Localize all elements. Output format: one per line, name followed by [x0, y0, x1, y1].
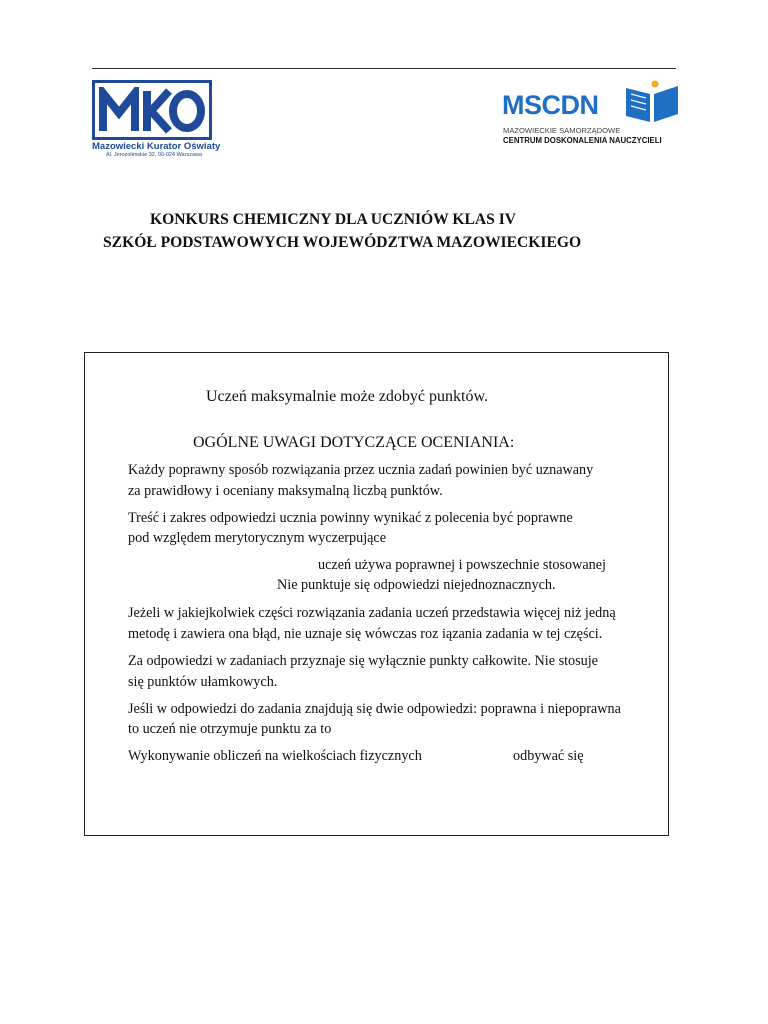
note-1-line-1: Każdy poprawny sposób rozwiązania przez ucznia zadań powinien być uznawany — [128, 462, 594, 478]
note-5-line-2: to uczeń nie otrzymuje punktu za to — [128, 721, 332, 737]
mko-logo — [92, 80, 221, 159]
mko-logo-mark — [92, 80, 212, 140]
note-3-line-1: Jeżeli w jakiejkolwiek części rozwiązania zadania uczeń przedstawia więcej niż jedną — [128, 605, 616, 621]
note-1-line-2: za prawidłowy i oceniany maksymalną liczbą punktów. — [128, 483, 443, 499]
note-4-line-1: Za odpowiedzi w zadaniach przyznaje się wyłącznie punkty całkowite. Nie stosuje — [128, 653, 598, 669]
mscdn-subtitle-2: CENTRUM DOSKONALENIA NAUCZYCIELI — [503, 136, 662, 145]
note-4-line-2: się punktów ułamkowych. — [128, 674, 278, 690]
section-heading: OGÓLNE UWAGI DOTYCZĄCE OCENIANIA: — [193, 434, 515, 451]
mko-letters-graphic — [99, 87, 207, 135]
max-points-line: Uczeń maksymalnie może zdobyć punktów. — [206, 388, 488, 405]
open-book-icon — [624, 80, 680, 124]
document-title-line-2: SZKÓŁ PODSTAWOWYCH WOJEWÓDZTWA MAZOWIECKIEGO — [103, 234, 582, 251]
header-rule — [92, 68, 676, 69]
note-2-line-1: Treść i zakres odpowiedzi ucznia powinny wynikać z polecenia być poprawne — [128, 510, 573, 526]
document-title-line-1: KONKURS CHEMICZNY DLA UCZNIÓW KLAS IV — [150, 211, 517, 228]
note-3-line-2: metodę i zawiera ona błąd, nie uznaje się wówczas roz iązania zadania w tej części. — [128, 626, 603, 642]
note-5-line-1: Jeśli w odpowiedzi do zadania znajdują się dwie odpowiedzi: poprawna i niepoprawna — [128, 701, 621, 717]
note-2-line-4: Nie punktuje się odpowiedzi niejednoznacznych. — [277, 577, 556, 593]
note-6-line-1: Wykonywanie obliczeń na wielkościach fizycznych — [128, 748, 422, 764]
mko-address: Al. Jerozolimskie 32, 00-024 Warszawa — [105, 152, 203, 158]
note-2-line-2: pod względem merytorycznym wyczerpujące — [128, 530, 387, 546]
note-6-line-1-end: odbywać się — [513, 748, 584, 764]
mscdn-subtitle-1: MAZOWIECKIE SAMORZĄDOWE — [503, 126, 621, 135]
mscdn-wordmark: MSCDN — [502, 90, 599, 120]
mko-caption: Mazowiecki Kurator Oświaty — [92, 141, 221, 152]
mscdn-logo — [502, 78, 682, 150]
note-2-line-3: uczeń używa poprawnej i powszechnie stosowanej — [318, 557, 606, 573]
